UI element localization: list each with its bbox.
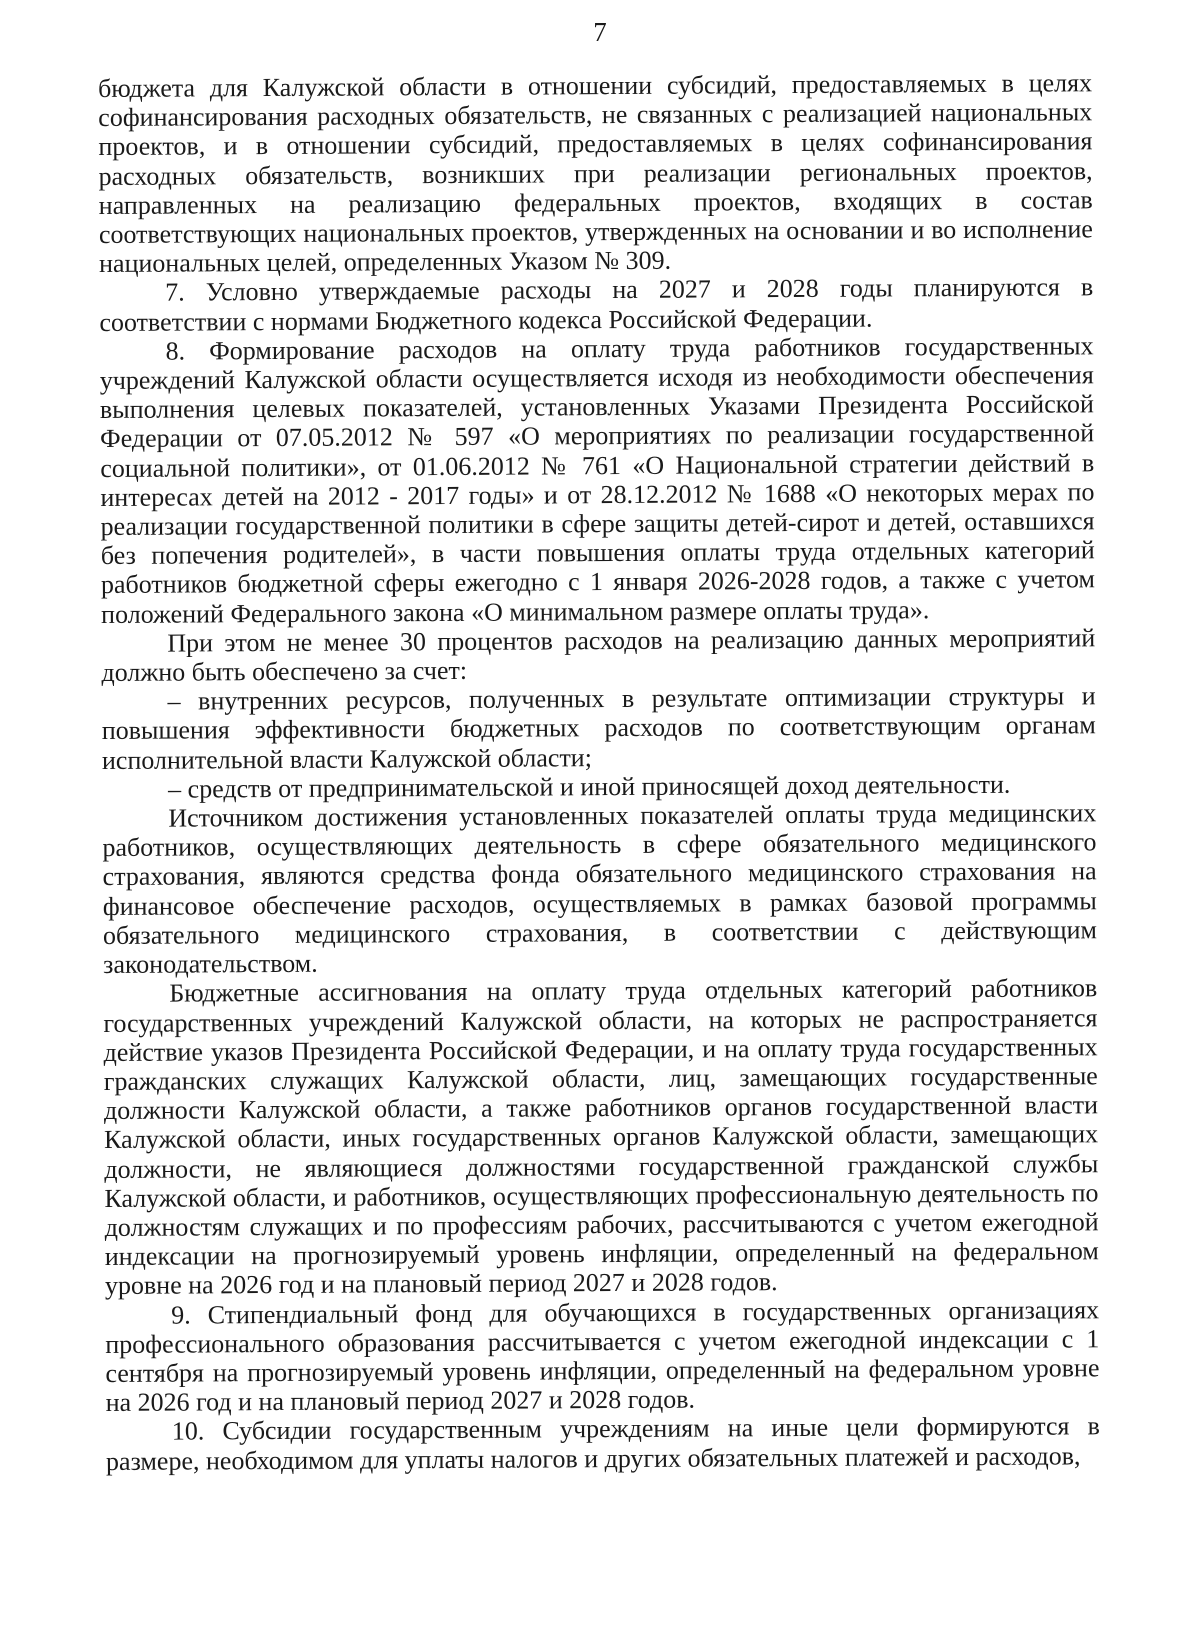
- paragraph-budget-allocations: Бюджетные ассигнования на оплату труда отдельных категорий работников государственных учреждений Калужской области, на которых не распространяется действие указов Президента Российской Федерации, и на оплату труда государственных гражданских служащих Калужской области, лиц, замещающих государственные должности Калужской области, а также работников органов государственной власти Калужской области, иных государственных органов Калужской области, замещающих должности, не являющиеся должностями государственной гражданской службы Калужской области, и работников, осуществляющих профессиональную деятельность по должностям служащих и по профессиям рабочих, рассчитываются с учетом ежегодной индексации на прогнозируемый уровень инфляции, определенный на федеральном уровне на 2026 год и на плановый период 2027 и 2028 годов.: [103, 973, 1099, 1301]
- paragraph-medical-workers: Источником достижения установленных показателей оплаты труда медицинских работников, осуществляющих деятельность в сфере обязательного медицинского страхования, являются средства фонда обязательного медицинского страхования на финансовое обеспечение расходов, осуществляемых в рамках базовой программы обязательного медицинского страхования, в соответствии с действующим законодательством.: [102, 798, 1098, 980]
- paragraph-budget-subsidies: бюджета для Калужской области в отношении субсидий, предоставляемых в целях софинансирования расходных обязательств, не связанных с реализацией национальных проектов, и в отношении субсидий, предоставляемых в целях софинансирования расходных обязательств, возникших при реализации региональных проектов, направленных на реализацию федеральных проектов, входящих в состав соответствующих национальных проектов, утвержденных на основании и во исполнение национальных целей, определенных Указом № 309.: [98, 68, 1093, 279]
- paragraph-item-10: 10. Субсидии государственным учреждениям на иные цели формируются в размере, необходимом для уплаты налогов и других обязательных платежей и расходов,: [105, 1411, 1100, 1476]
- list-item-business-income: – средств от предпринимательской и иной приносящей доход деятельности.: [168, 769, 1011, 804]
- paragraph-30-percent: При этом не менее 30 процентов расходов на реализацию данных мероприятий должно быть обеспечено за счет:: [101, 623, 1096, 688]
- paragraph-item-7: 7. Условно утверждаемые расходы на 2027 и 2028 годы планируются в соответствии с нормами Бюджетного кодекса Российской Федерации.: [99, 272, 1094, 337]
- paragraph-item-9: 9. Стипендиальный фонд для обучающихся в государственных организациях профессионального образования рассчитывается с учетом ежегодной индексации с 1 сентября на прогнозируемый уровень инфляции, определенный на федеральном уровне на 2026 год и на плановый период 2027 и 2028 годов.: [105, 1294, 1100, 1418]
- list-item-internal-resources: – внутренних ресурсов, полученных в результате оптимизации структуры и повышения эффективности бюджетных расходов по соответствующим органам исполнительной власти Калужской области;: [101, 681, 1096, 775]
- paragraph-item-8: 8. Формирование расходов на оплату труда работников государственных учреждений Калужской области осуществляется исходя из необходимости обеспечения выполнения целевых показателей, установленных Указами Президента Российской Федерации от 07.05.2012 № 597 «О мероприятиях по реализации государственной социальной политики», от 01.06.2012 № 761 «О Национальной стратегии действий в интересах детей на 2012 - 2017 годы» и от 28.12.2012 № 1688 «О некоторых мерах по реализации государственной политики в сфере защиты детей-сирот и детей, оставшихся без попечения родителей», в части повышения оплаты труда отдельных категорий работников бюджетной сферы ежегодно с 1 января 2026-2028 годов, а также с учетом положений Федерального закона «О минимальном размере оплаты труда».: [99, 331, 1096, 629]
- page-number: 7: [593, 17, 607, 47]
- document-body: [98, 68, 1100, 1475]
